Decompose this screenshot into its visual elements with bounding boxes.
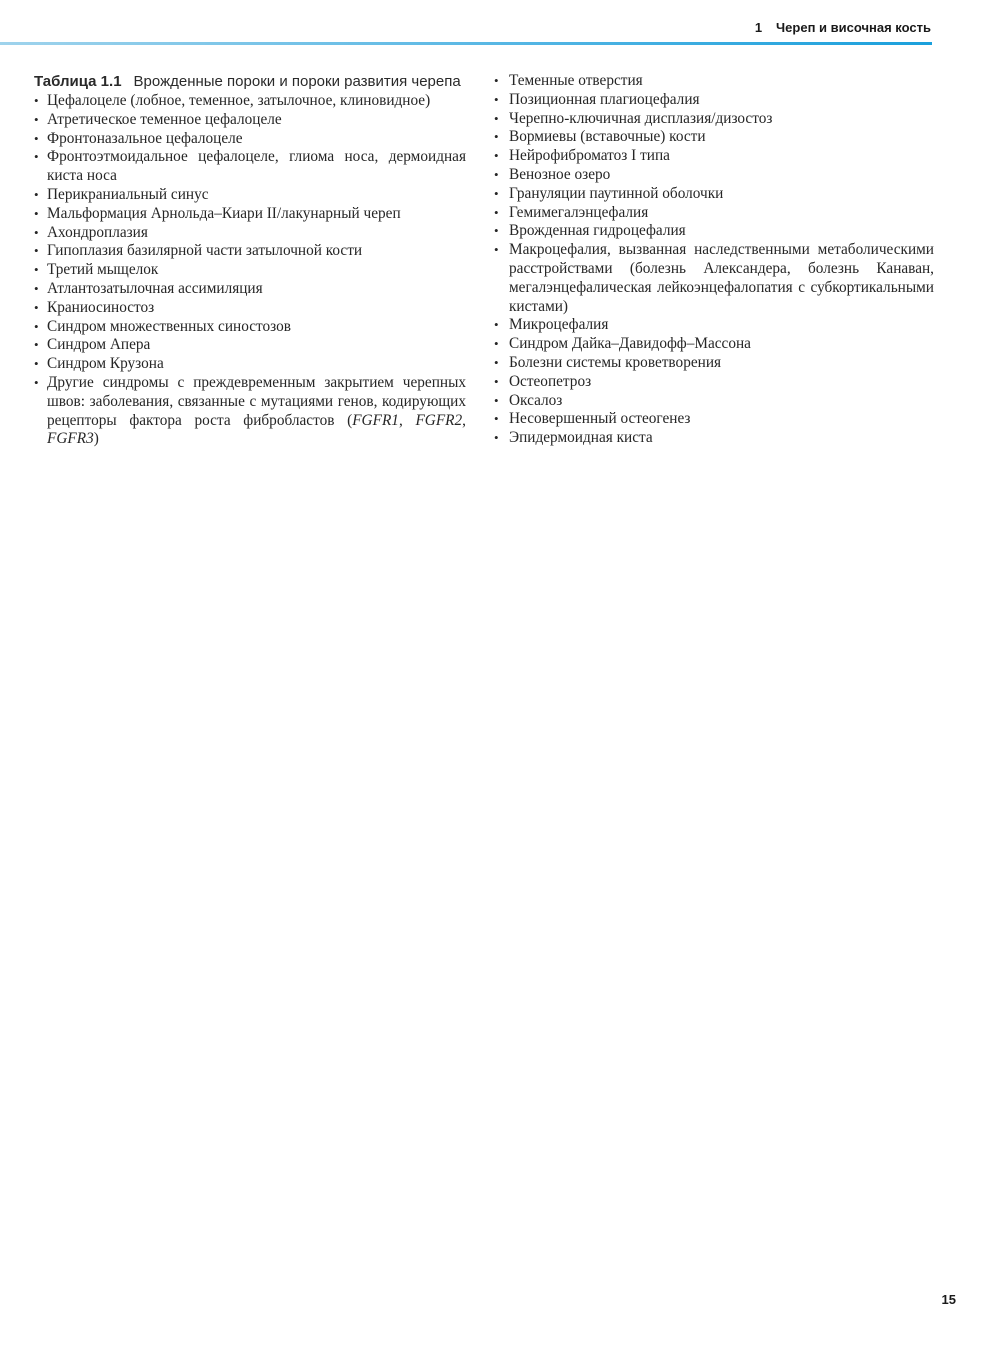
table-title: Врожденные пороки и пороки развития черепа <box>133 73 461 90</box>
list-item: • Вормиевы (вставочные) кости <box>494 128 934 147</box>
list-item: • Гемимегалэнцефалия <box>494 204 934 223</box>
list-item: • Врожденная гидроцефалия <box>494 222 934 241</box>
list-item: • Синдром Дайка–Давидофф–Массона <box>494 335 934 354</box>
list-item: • Несовершенный остеогенез <box>494 410 934 429</box>
left-column <box>34 72 466 449</box>
list-item: • Позиционная плагиоцефалия <box>494 91 934 110</box>
page-number: 15 <box>941 1292 956 1307</box>
item-text: Другие синдромы с преждевременным закрытием черепных швов: заболевания, связанные с мутациями генов, кодирующих рецепторы фактора роста фибробластов ( <box>47 373 466 429</box>
table-label: Таблица 1.1 <box>34 73 122 90</box>
list-item: • Нейрофиброматоз I типа <box>494 147 934 166</box>
list-item: • Эпидермоидная киста <box>494 429 934 448</box>
gene-name: FGFR1 <box>352 411 399 429</box>
gene-name: FGFR2 <box>415 411 463 429</box>
header-rule <box>0 42 932 45</box>
list-item: • Фронтоэтмоидальное цефалоцеле, глиома носа, дермоидная киста носа <box>34 148 466 186</box>
separator: , <box>462 411 466 429</box>
list-item: • Перикраниальный синус <box>34 186 466 205</box>
table-caption <box>34 72 466 91</box>
list-item: • Болезни системы кроветворения <box>494 354 934 373</box>
list-item: • Оксалоз <box>494 392 934 411</box>
right-item-list <box>494 72 934 448</box>
list-item: • Синдром множественных синостозов <box>34 318 466 337</box>
list-item-fgfr-syndromes <box>34 374 466 449</box>
list-item: • Венозное озеро <box>494 166 934 185</box>
list-item: • Остеопетроз <box>494 373 934 392</box>
list-item: • Атретическое теменное цефалоцеле <box>34 111 466 130</box>
list-item: • Мальформация Арнольда–Киари II/лакунарный череп <box>34 205 466 224</box>
list-item: • Атлантозатылочная ассимиляция <box>34 280 466 299</box>
left-item-list <box>34 92 466 449</box>
chapter-title: Череп и височная кость <box>776 20 931 35</box>
gene-name: FGFR3 <box>47 430 94 448</box>
list-item: • Синдром Апера <box>34 336 466 355</box>
list-item: • Макроцефалия, вызванная наследственными метаболическими расстройствами (болезнь Александера, болезнь Канаван, мегалэнцефалическая лейкоэнцефалопатия с субкортикальными кистами) <box>494 241 934 316</box>
list-item: • Микроцефалия <box>494 316 934 335</box>
list-item: • Фронтоназальное цефалоцеле <box>34 130 466 149</box>
list-item: • Цефалоцеле (лобное, теменное, затылочное, клиновидное) <box>34 92 466 111</box>
right-column <box>494 72 934 448</box>
list-item: • Третий мыщелок <box>34 261 466 280</box>
list-item: • Черепно-ключичная дисплазия/дизостоз <box>494 110 934 129</box>
list-item: • Синдром Крузона <box>34 355 466 374</box>
running-head <box>755 20 931 35</box>
list-item: • Ахондроплазия <box>34 224 466 243</box>
list-item: • Краниосиностоз <box>34 299 466 318</box>
chapter-number: 1 <box>754 20 763 35</box>
list-item: • Гипоплазия базилярной части затылочной кости <box>34 242 466 261</box>
list-item: • Теменные отверстия <box>494 72 934 91</box>
list-item: • Грануляции паутинной оболочки <box>494 185 934 204</box>
close-paren: ) <box>93 430 99 448</box>
separator: , <box>398 411 416 429</box>
